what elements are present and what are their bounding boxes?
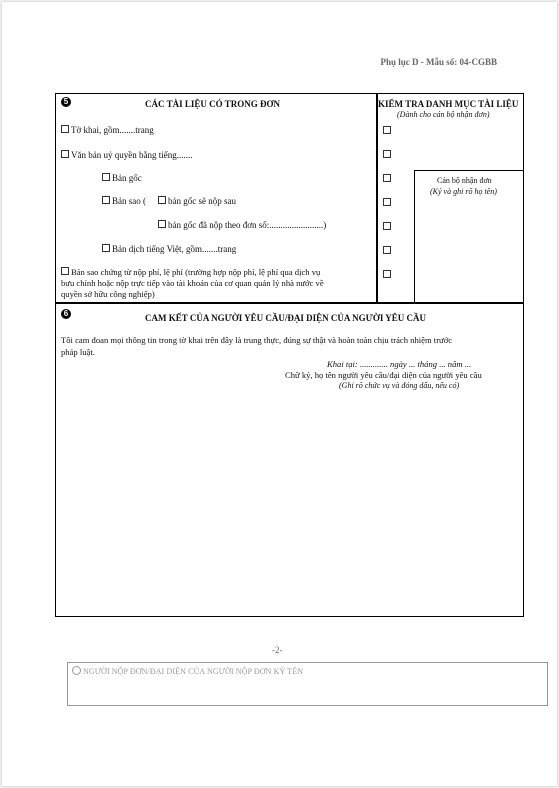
commitment-line1: Tôi cam đoan mọi thông tin trong tờ khai trên đây là trung thực, đúng sự thật và hoàn toàn chịu trách nhiệm trước xyxy=(61,335,453,345)
check-section-subtitle: (Dành cho cán bộ nhận đơn) xyxy=(397,110,490,119)
section6-title: CAM KẾT CỦA NGƯỜI YÊU CẦU/ĐẠI DIỆN CỦA NGƯỜI YÊU CẦU xyxy=(145,313,427,323)
signature-note: (Ghi rõ chức vụ và đóng dấu, nếu có) xyxy=(339,381,460,390)
section5-title: CÁC TÀI LIỆU CÓ TRONG ĐƠN xyxy=(145,99,280,109)
item-ban-goc-se-nop-sau: bản gốc sẽ nộp sau xyxy=(168,196,236,206)
item-ban-sao-chung-tu-line3: quyền sở hữu công nghiệp) xyxy=(61,289,155,299)
item-ban-sao-chung-tu-line1: Bản sao chứng từ nộp phí, lệ phí (trường hợp nộp phí, lệ phí qua dịch vụ xyxy=(71,267,321,277)
item-ban-sao: Bản sao ( xyxy=(112,196,146,206)
check-section-title: KIỂM TRA DANH MỤC TÀI LIỆU xyxy=(378,99,519,109)
officer-note: (Ký và ghi rõ họ tên) xyxy=(430,187,497,196)
signature-label: Chữ ký, họ tên người yêu cầu/đại diện của người yêu cầu xyxy=(285,370,482,380)
item-to-khai: Tờ khai, gồm.......trang xyxy=(71,125,154,135)
check-box-3[interactable] xyxy=(383,174,391,182)
checkbox-to-khai[interactable] xyxy=(61,125,69,133)
check-box-1[interactable] xyxy=(383,126,391,134)
check-box-7[interactable] xyxy=(383,270,391,278)
item-ban-goc-da-nop: bản gốc đã nộp theo đơn số:........................) xyxy=(168,220,327,230)
checkbox-van-ban-uy-quyen[interactable] xyxy=(61,150,69,158)
check-box-6[interactable] xyxy=(383,246,391,254)
page-number: -2- xyxy=(272,645,283,655)
section5-number: 5 xyxy=(61,97,71,107)
checkbox-ban-goc[interactable] xyxy=(102,173,110,181)
check-box-4[interactable] xyxy=(383,198,391,206)
item-ban-goc: Bản gốc xyxy=(112,173,142,183)
section6-box xyxy=(55,302,524,617)
pen-icon xyxy=(72,666,81,675)
officer-label: Cán bộ nhận đơn xyxy=(437,176,492,185)
appendix-label: Phụ lục D - Mẫu số: 04-CGBB xyxy=(380,57,497,67)
item-van-ban-uy-quyen: Văn bản uỷ quyền bằng tiếng....... xyxy=(71,150,193,160)
check-box-2[interactable] xyxy=(383,150,391,158)
footer-label-text: NGƯỜI NỘP ĐƠN/ĐẠI DIỆN CỦA NGƯỜI NỘP ĐƠN KÝ TÊN xyxy=(83,667,304,676)
item-ban-dich: Bản dịch tiếng Việt, gồm.......trang xyxy=(112,244,237,254)
footer-signature-label xyxy=(72,666,303,676)
commitment-line2: pháp luật. xyxy=(61,347,95,357)
checkbox-ban-sao[interactable] xyxy=(102,196,110,204)
checkbox-ban-dich[interactable] xyxy=(102,244,110,252)
check-box-5[interactable] xyxy=(383,222,391,230)
section6-number: 6 xyxy=(61,309,71,319)
item-ban-sao-chung-tu-line2: bưu chính hoặc nộp trực tiếp vào tài khoản của cơ quan quản lý nhà nước về xyxy=(61,278,324,288)
footer-signature-field[interactable] xyxy=(67,662,548,706)
declared-at: Khai tại: ............. ngày ... tháng ... năm ... xyxy=(327,359,472,369)
checkbox-ban-goc-se-nop-sau[interactable] xyxy=(158,196,166,204)
checkbox-ban-sao-chung-tu[interactable] xyxy=(61,267,69,275)
checkbox-ban-goc-da-nop[interactable] xyxy=(158,220,166,228)
document-page xyxy=(2,2,557,786)
